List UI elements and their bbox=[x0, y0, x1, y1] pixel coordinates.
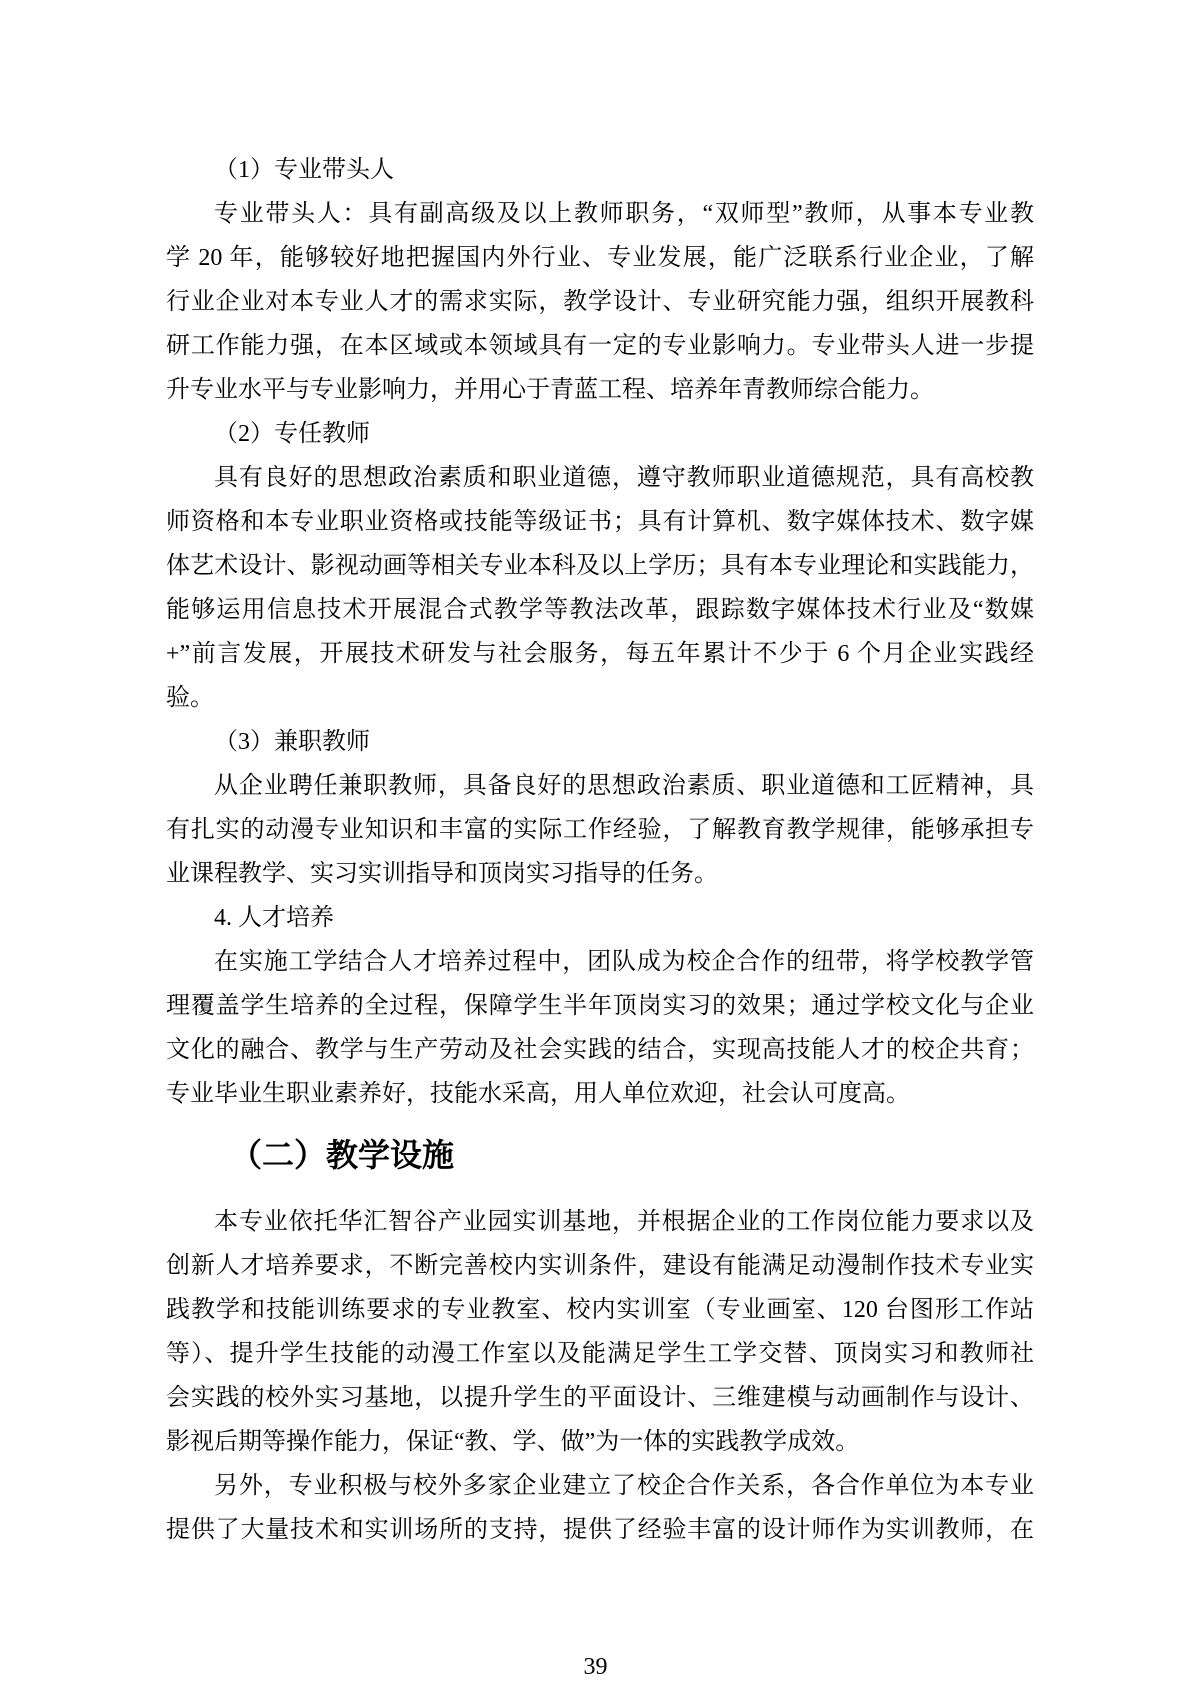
document-body bbox=[166, 148, 1034, 1552]
text-line: 具有良好的思想政治素质和职业道德，遵守教师职业道德规范，具有高校教 bbox=[214, 465, 1034, 491]
text-line: 专业毕业生职业素养好，技能水采高，用人单位欢迎，社会认可度高。 bbox=[166, 1081, 910, 1107]
text-line: 等）、提升学生技能的动漫工作室以及能满足学生工学交替、顶岗实习和教师社 bbox=[166, 1341, 1034, 1367]
numbered-subheading bbox=[166, 148, 1034, 192]
text-line: 提供了大量技术和实训场所的支持，提供了经验丰富的设计师作为实训教师，在 bbox=[166, 1517, 1034, 1543]
body-paragraph bbox=[166, 940, 1034, 1116]
text-line: 从企业聘任兼职教师，具备良好的思想政治素质、职业道德和工匠精神，具 bbox=[214, 773, 1034, 799]
text-line: +”前言发展，开展技术研发与社会服务，每五年累计不少于 6 个月企业实践经 bbox=[166, 641, 1034, 667]
text-line: 业课程教学、实习实训指导和顶岗实习指导的任务。 bbox=[166, 861, 718, 887]
numbered-subheading bbox=[166, 720, 1034, 764]
text-line: 有扎实的动漫专业知识和丰富的实际工作经验，了解教育教学规律，能够承担专 bbox=[166, 817, 1034, 843]
text-line: （2）专任教师 bbox=[214, 421, 370, 447]
text-line: 本专业依托华汇智谷产业园实训基地，并根据企业的工作岗位能力要求以及 bbox=[214, 1209, 1034, 1235]
text-line: 体艺术设计、影视动画等相关专业本科及以上学历；具有本专业理论和实践能力， bbox=[166, 553, 1034, 579]
text-line: 另外，专业积极与校外多家企业建立了校企合作关系，各合作单位为本专业 bbox=[214, 1473, 1034, 1499]
text-line: 理覆盖学生培养的全过程，保障学生半年顶岗实习的效果；通过学校文化与企业 bbox=[166, 993, 1034, 1019]
text-line: 升专业水平与专业影响力，并用心于青蓝工程、培养年青教师综合能力。 bbox=[166, 377, 934, 403]
text-line: 验。 bbox=[166, 685, 214, 711]
body-paragraph bbox=[166, 192, 1034, 412]
numbered-subheading bbox=[166, 412, 1034, 456]
text-line: 文化的融合、教学与生产劳动及社会实践的结合，实现高技能人才的校企共育； bbox=[166, 1037, 1034, 1063]
page-number: 39 bbox=[583, 1654, 608, 1680]
text-line: （3）兼职教师 bbox=[214, 729, 370, 755]
body-paragraph bbox=[166, 1200, 1034, 1464]
text-line: 会实践的校外实习基地，以提升学生的平面设计、三维建模与动画制作与设计、 bbox=[166, 1385, 1034, 1411]
text-line: 专业带头人：具有副高级及以上教师职务，“双师型”教师，从事本专业教 bbox=[214, 201, 1034, 227]
text-line: 4. 人才培养 bbox=[214, 905, 334, 931]
text-line: （二）教学设施 bbox=[230, 1137, 455, 1173]
text-line: 师资格和本专业职业资格或技能等级证书；具有计算机、数字媒体技术、数字媒 bbox=[166, 509, 1034, 535]
section-heading bbox=[166, 1130, 1034, 1180]
text-line: （1）专业带头人 bbox=[214, 157, 394, 183]
body-paragraph bbox=[166, 456, 1034, 720]
text-line: 践教学和技能训练要求的专业教室、校内实训室（专业画室、120 台图形工作站 bbox=[166, 1297, 1034, 1323]
body-paragraph bbox=[166, 764, 1034, 896]
text-line: 影视后期等操作能力，保证“教、学、做”为一体的实践教学成效。 bbox=[166, 1429, 860, 1455]
numbered-subheading bbox=[166, 896, 1034, 940]
text-line: 创新人才培养要求，不断完善校内实训条件，建设有能满足动漫制作技术专业实 bbox=[166, 1253, 1034, 1279]
text-line: 在实施工学结合人才培养过程中，团队成为校企合作的纽带，将学校教学管 bbox=[214, 949, 1034, 975]
text-line: 能够运用信息技术开展混合式教学等教法改革，跟踪数字媒体技术行业及“数媒 bbox=[166, 597, 1034, 623]
text-line: 行业企业对本专业人才的需求实际，教学设计、专业研究能力强，组织开展教科 bbox=[166, 289, 1034, 315]
body-paragraph bbox=[166, 1464, 1034, 1552]
text-line: 学 20 年，能够较好地把握国内外行业、专业发展，能广泛联系行业企业，了解 bbox=[166, 245, 1034, 271]
text-line: 研工作能力强，在本区域或本领域具有一定的专业影响力。专业带头人进一步提 bbox=[166, 333, 1034, 359]
